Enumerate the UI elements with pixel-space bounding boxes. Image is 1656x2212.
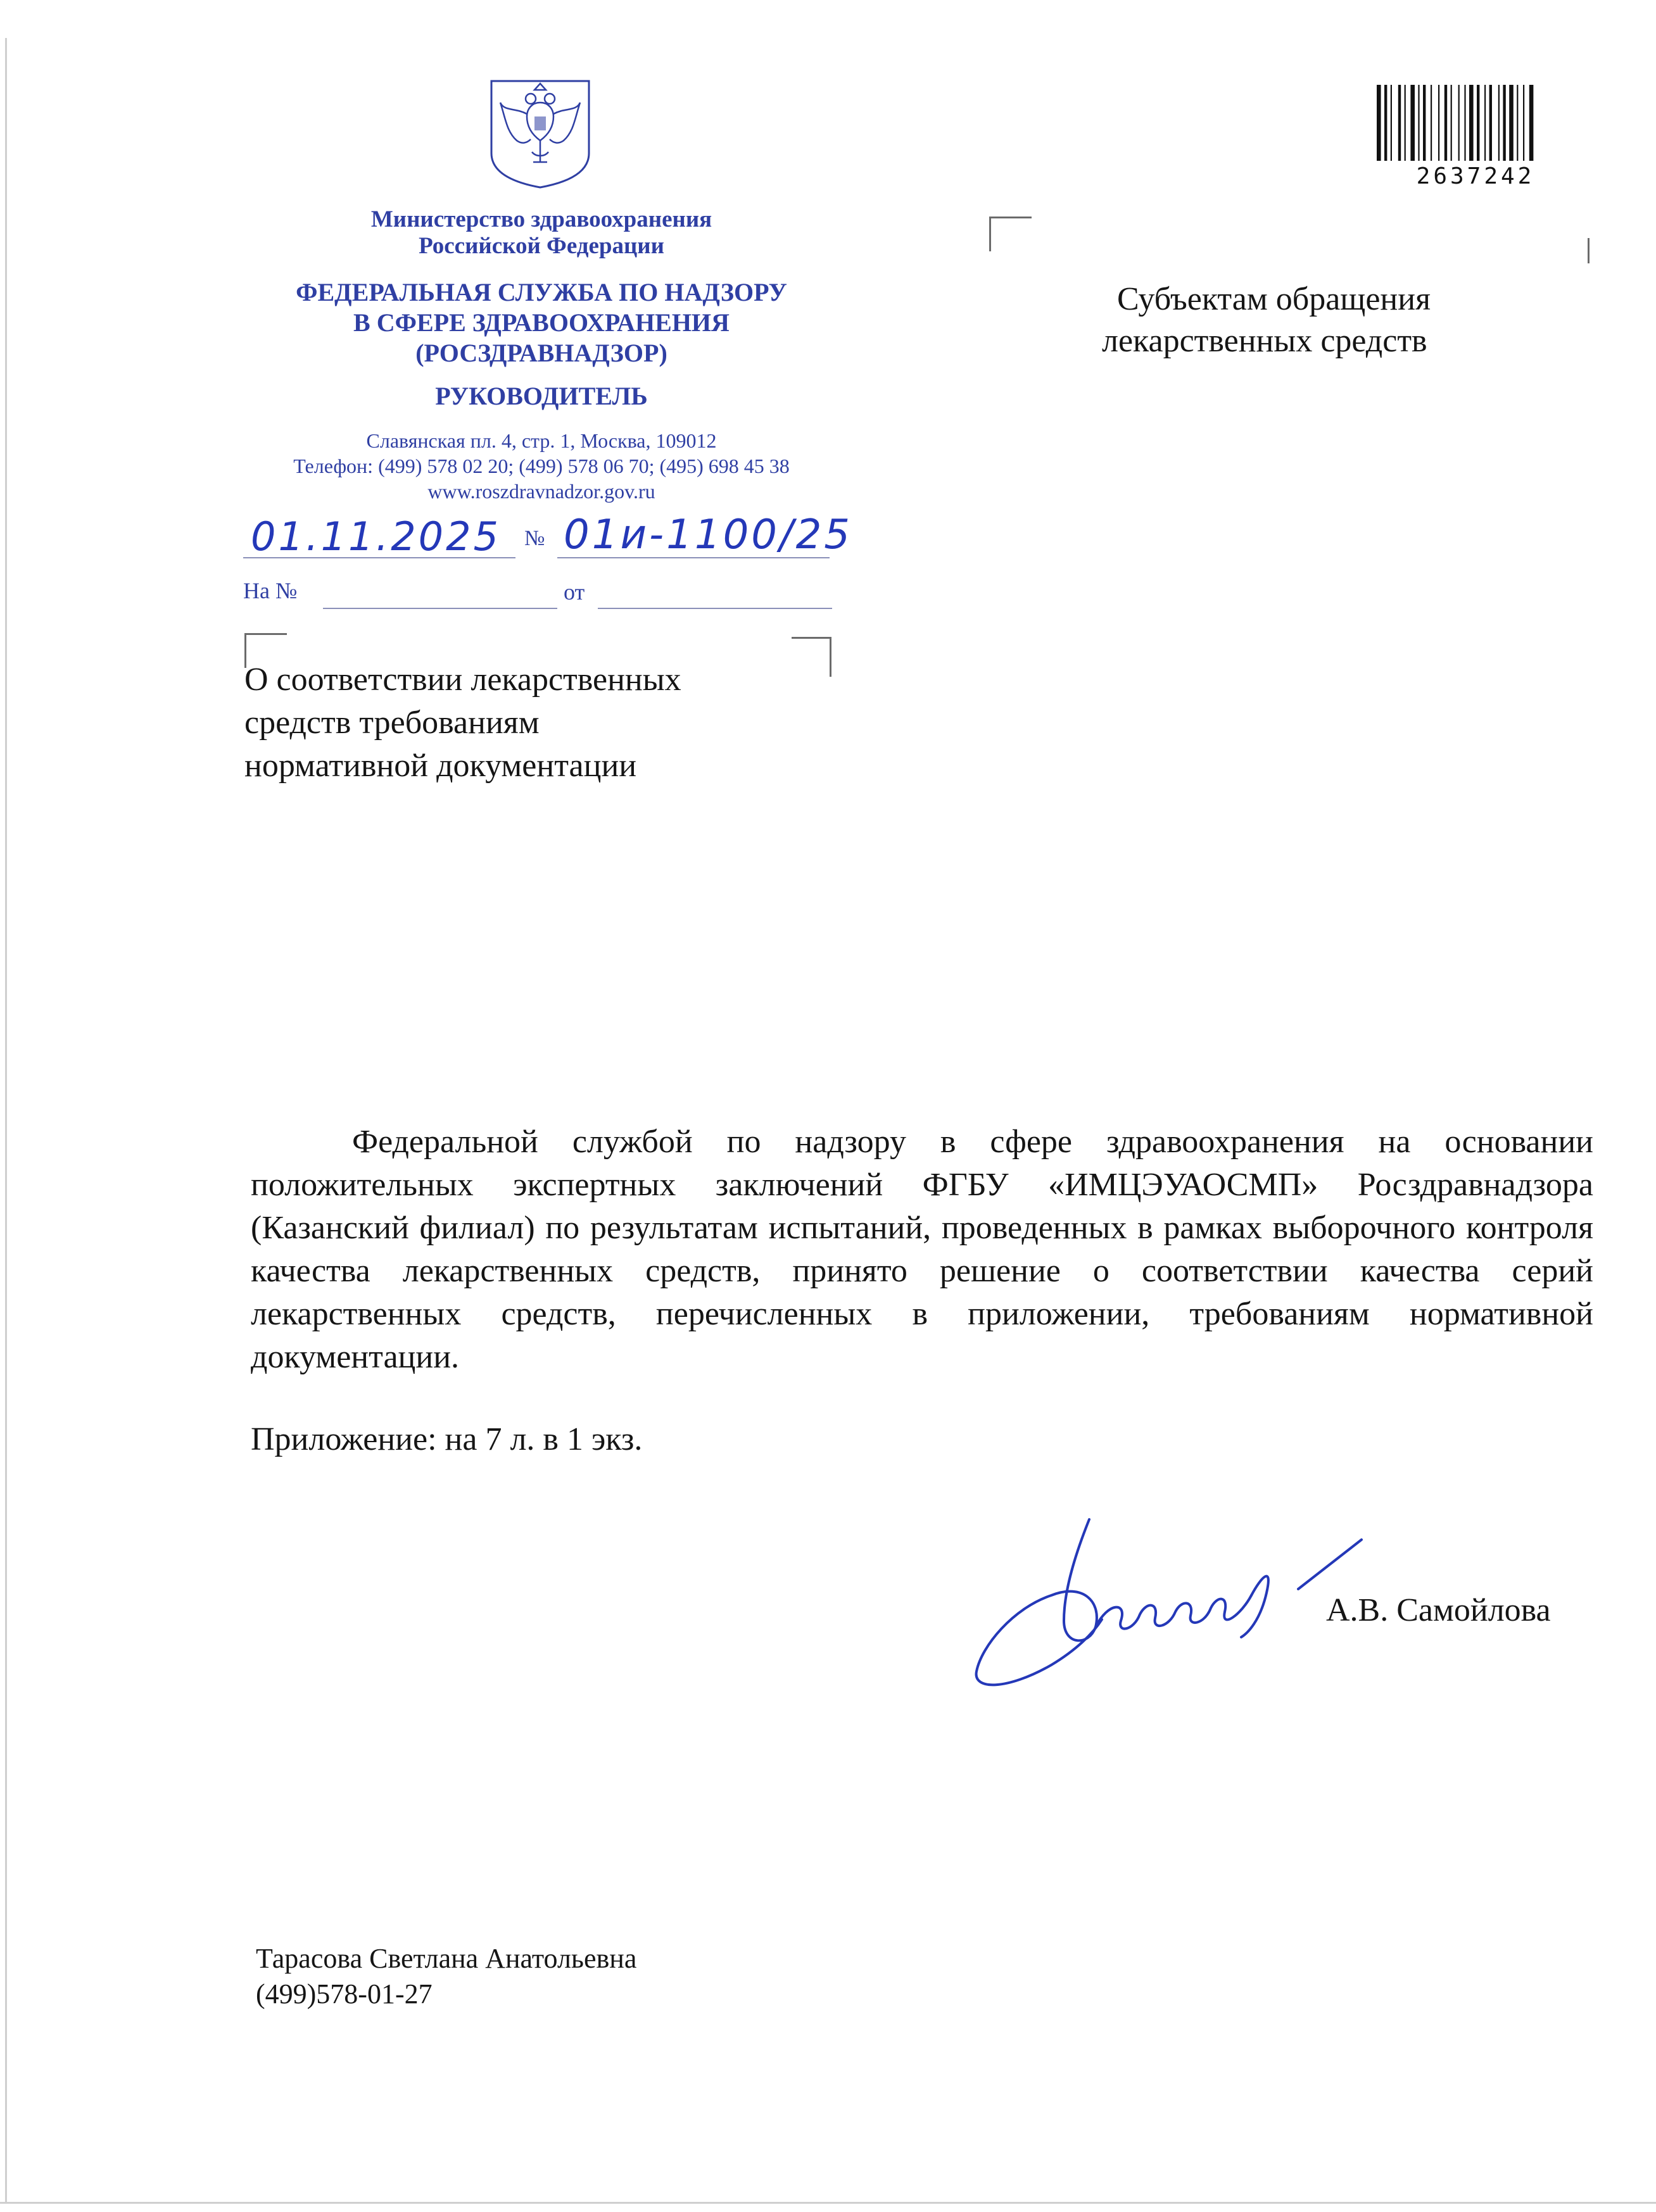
executor-name: Тарасова Светлана Анатольевна (256, 1943, 637, 1974)
recipient-line1: Субъектам обращения (1117, 281, 1431, 317)
subject-line1: О соответствии лекарственных (244, 662, 681, 698)
handwritten-signature-icon (969, 1507, 1374, 1697)
registration-number: 01и-1100/25 (564, 512, 852, 558)
recipient (1102, 279, 1545, 362)
ministry-name-line2: Российской Федерации (419, 233, 664, 259)
head-title: РУКОВОДИТЕЛЬ (435, 382, 648, 410)
signer-name: А.В. Самойлова (1326, 1592, 1551, 1628)
recipient-line2: лекарственных средств (1102, 323, 1427, 359)
scan-edge-bottom (0, 2202, 1656, 2204)
executor (256, 1941, 636, 2012)
barcode (1374, 85, 1577, 192)
reply-number-label: На № (243, 578, 298, 603)
recipient-corner-left (989, 217, 1032, 251)
service-name-line2: В СФЕРЕ ЗДРАВООХРАНЕНИЯ (353, 308, 730, 337)
phones: Телефон: (499) 578 02 20; (499) 578 06 70; (495) 698 45 38 (293, 455, 790, 477)
address: Славянская пл. 4, стр. 1, Москва, 109012 (366, 429, 717, 452)
body-paragraph: Федеральной службой по надзору в сфере здравоохранения на основании положительных экспертных заключений ФГБУ «ИМЦЭУАОСМП» Росздравнадзора (Казанский филиал) по результатам испытаний, проведенных в рамках выборочного контроля качества лекарственных средств, принято решение о соответствии качества серий лекарственных средств, перечисленных в приложении, требованиям нормативной документации. (251, 1124, 1593, 1375)
reply-number-underline (323, 608, 557, 609)
service-name-line3: (РОСЗДРАВНАДЗОР) (415, 339, 667, 367)
recipient-corner-right (1588, 238, 1590, 263)
reply-from-underline (598, 608, 832, 609)
service-name-line1: ФЕДЕРАЛЬНАЯ СЛУЖБА ПО НАДЗОРУ (296, 278, 787, 306)
registration-date: 01.11.2025 (251, 513, 501, 560)
ministry-name-line1: Министерство здравоохранения (370, 206, 712, 232)
scan-edge-left (5, 38, 7, 2203)
attachment-note: Приложение: на 7 л. в 1 экз. (251, 1421, 643, 1457)
barcode-icon (1374, 85, 1577, 161)
website: www.roszdravnadzor.gov.ru (427, 480, 655, 503)
subject-line2: средств требованиям (244, 705, 540, 741)
body (251, 1121, 1593, 1379)
number-underline (557, 557, 830, 558)
subject-line3: нормативной документации (244, 748, 637, 784)
number-sign: № (524, 527, 545, 550)
reply-from-label: от (564, 579, 585, 605)
executor-phone: (499)578-01-27 (256, 1978, 433, 2009)
letterhead (241, 206, 842, 504)
date-underline (243, 557, 515, 558)
subject (244, 658, 814, 788)
state-emblem-icon (488, 77, 593, 190)
barcode-number: 2637242 (1416, 163, 1535, 189)
